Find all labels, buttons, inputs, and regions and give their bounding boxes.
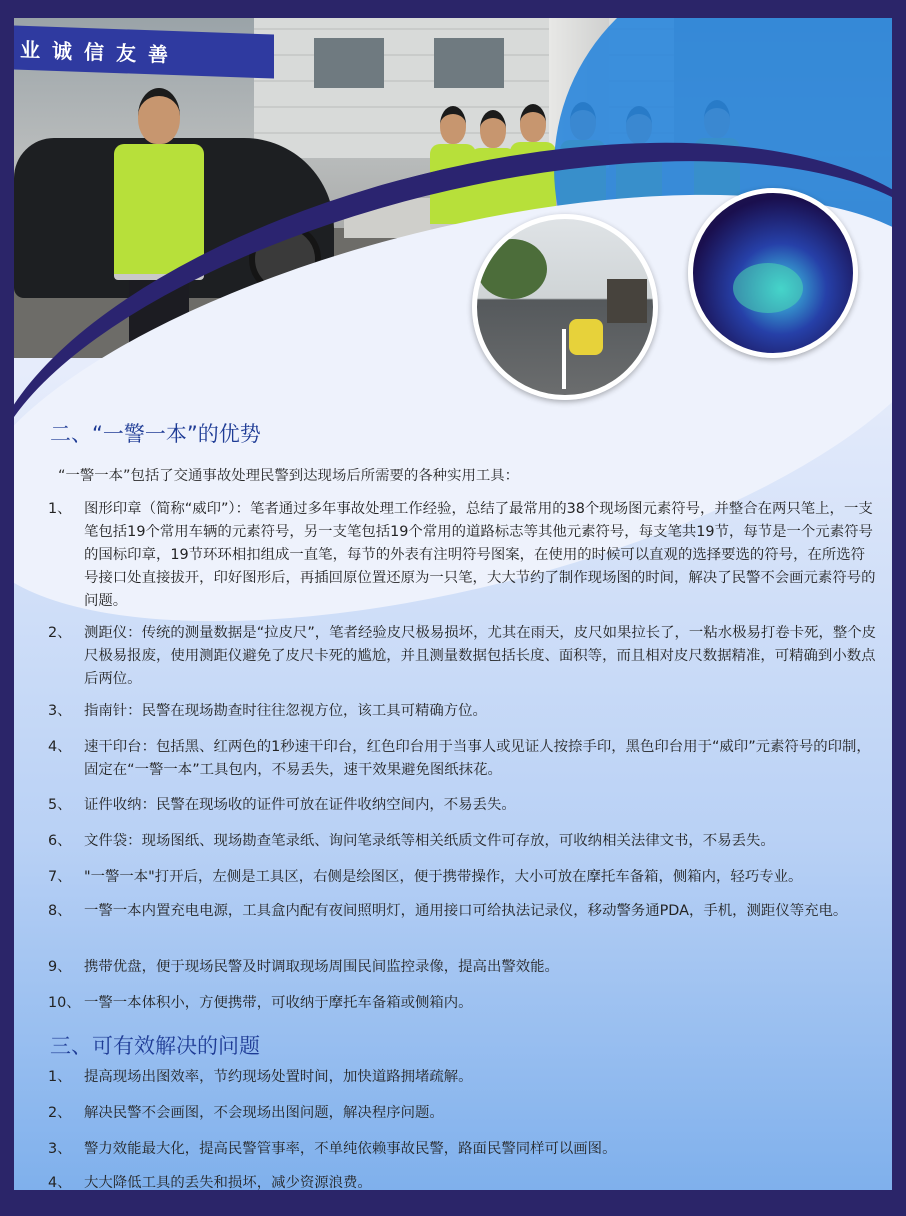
list-item (48, 992, 878, 1015)
item-text: 一警一本内置充电电源，工具盒内配有夜间照明灯，通用接口可给执法记录仪，移动警务通PDA，手机，测距仪等充电。 (84, 903, 848, 919)
list-item (48, 866, 878, 889)
item-number: 1、 (48, 1069, 72, 1085)
road-patrol-photo (472, 214, 658, 400)
item-text: 提高现场出图效率，节约现场处置时间，加快道路拥堵疏解。 (84, 1069, 473, 1085)
section-advantages-title: 二、“一警一本”的优势 (50, 422, 261, 446)
list-item (48, 1172, 878, 1190)
list-item (48, 1066, 878, 1089)
list-item (48, 622, 878, 691)
window (434, 38, 504, 88)
item-text: 文件袋：现场图纸、现场勘查笔录纸、询问笔录纸等相关纸质文件可存放，可收纳相关法律文书，不易丢失。 (84, 833, 775, 849)
banner (14, 25, 274, 78)
window (314, 38, 384, 88)
item-text: 图形印章（简称“威印”）：笔者通过多年事故处理工作经验，总结了最常用的38个现场图元素符号，并整合在两只笔上，一支笔包括19个常用车辆的元素符号，另一支笔包括19个常用的道路标志等其他元素符号，每支笔共19节，每节是一个元素符号的国标印章，19节环环相扣组成一直笔，每节的外表有注明符号图案，在使用的时候可以直观的选择要选的符号，在所选符号接口处直接拔开，印好图形后，再插回原位置还原为一只笔，大大节约了制作现场图的时间，解决了民警不会画元素符号的问题。 (84, 501, 876, 609)
list-item (48, 900, 878, 923)
section-solutions-title: 三、可有效解决的问题 (50, 1034, 260, 1058)
item-number: 4、 (48, 739, 72, 755)
item-text: 一警一本体积小，方便携带，可收纳于摩托车备箱或侧箱内。 (84, 995, 473, 1011)
item-number: 8、 (48, 903, 72, 919)
item-number: 9、 (48, 959, 72, 975)
list-item (48, 1102, 878, 1125)
item-number: 6、 (48, 833, 72, 849)
item-text: 携带优盘，便于现场民警及时调取现场周围民间监控录像，提高出警效能。 (84, 959, 559, 975)
item-text: 警力效能最大化，提高民警管事率，不单纯依赖事故民警，路面民警同样可以画图。 (84, 1141, 617, 1157)
item-text: "一警一本"打开后，左侧是工具区，右侧是绘图区，便于携带操作，大小可放在摩托车备箱，侧箱内，轻巧专业。 (84, 869, 803, 885)
item-number: 5、 (48, 797, 72, 813)
item-number: 3、 (48, 1141, 72, 1157)
item-text: 速干印台：包括黑、红两色的1秒速干印台，红色印台用于当事人或见证人按捺手印，黑色印台用于“威印”元素符号的印制，固定在“一警一本”工具包内，不易丢失，速干效果避免图纸抹花。 (84, 739, 871, 778)
list-item (48, 794, 878, 817)
item-number: 3、 (48, 703, 72, 719)
item-number: 1、 (48, 501, 72, 517)
list-item (48, 736, 878, 782)
item-number: 4、 (48, 1175, 72, 1190)
item-text: 指南针：民警在现场勘查时往往忽视方位，该工具可精确方位。 (84, 703, 487, 719)
section-advantages-intro: “一警一本”包括了交通事故处理民警到达现场后所需要的各种实用工具： (58, 468, 520, 484)
item-text: 大大降低工具的丢失和损坏，减少资源浪费。 (84, 1175, 372, 1190)
list-item (48, 956, 878, 979)
banner-text: 业诚信友善 (20, 37, 180, 68)
item-number: 2、 (48, 1105, 72, 1121)
list-item (48, 498, 878, 613)
brochure-panel (14, 18, 892, 1190)
night-light-photo (688, 188, 858, 358)
item-text: 解决民警不会画图，不会现场出图问题，解决程序问题。 (84, 1105, 444, 1121)
list-item (48, 700, 878, 723)
item-number: 7、 (48, 869, 72, 885)
item-number: 2、 (48, 625, 72, 641)
item-text: 证件收纳：民警在现场收的证件可放在证件收纳空间内，不易丢失。 (84, 797, 516, 813)
list-item (48, 830, 878, 853)
item-number: 10、 (48, 995, 81, 1011)
list-item (48, 1138, 878, 1161)
item-text: 测距仪：传统的测量数据是“拉皮尺”，笔者经验皮尺极易损坏，尤其在雨天，皮尺如果拉长了，一粘水极易打卷卡死，整个皮尺极易报废，使用测距仪避免了皮尺卡死的尴尬，并且测量数据包括长度、面积等，而且相对皮尺数据精准，可精确到小数点后两位。 (84, 625, 877, 687)
